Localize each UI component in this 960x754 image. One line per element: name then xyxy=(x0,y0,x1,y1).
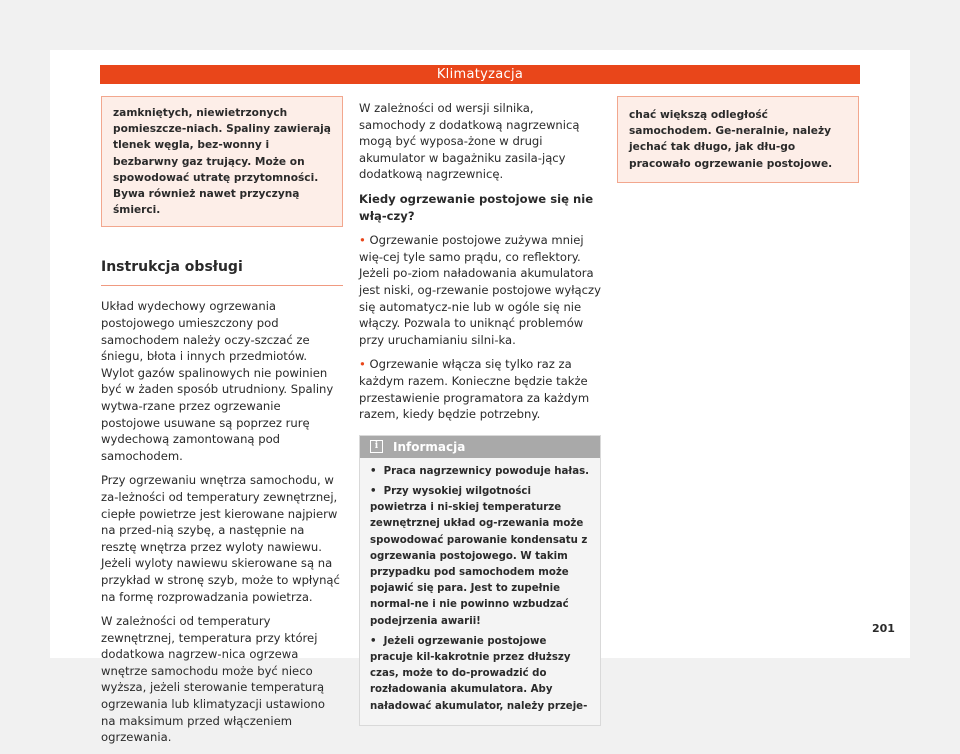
info-item-text: Praca nagrzewnicy powoduje hałas. xyxy=(383,465,590,477)
section-title: Instrukcja obsługi xyxy=(101,257,343,286)
info-item: • Przy wysokiej wilgotności powietrza i ni-skiej temperaturze zewnętrznej układ og-rzewania może spowodować parowanie kondensatu z ogrzewania postojowego. W takim przypadku pod samochodem może pojawić się para. Jest to zupełnie normal-ne i nie powinno wzbudzać podejrzenia awarii! xyxy=(370,485,588,627)
warning-box-continuation: zamkniętych, niewietrzonych pomieszcze-niach. Spaliny zawierają tlenek węgla, bez-wonny i bezbarwny gaz trujący. Może on spowodować utratę przytomności. Bywa również nawet przyczyną śmierci. xyxy=(101,96,343,227)
paragraph: Układ wydechowy ogrzewania postojowego umieszczony pod samochodem należy oczy-szczać ze śniegu, błota i innych przedmiotów. Wylot gazów spalinowych nie powinien być w żaden sposób utrudniony. Spaliny wytwa-rzane przez ogrzewanie postojowe usuwane są poprzez rurę wydechową zamontowaną pod samochodem. xyxy=(101,299,334,463)
info-item-text: Jeżeli ogrzewanie postojowe pracuje kil-kakrotnie przez dłuższy czas, może to do-prowadzić do rozładowania akumulatora. Aby naładować akumulator, należy przeje- xyxy=(370,635,588,712)
column-1 xyxy=(101,96,343,754)
info-box-header xyxy=(360,436,600,458)
info-item: • Jeżeli ogrzewanie postojowe pracuje kil-kakrotnie przez dłuższy czas, może to do-prowadzić do rozładowania akumulatora. Aby naładować akumulator, należy przeje- xyxy=(370,635,588,712)
paragraph: Przy ogrzewaniu wnętrza samochodu, w za-leżności od temperatury zewnętrznej, ciepłe powietrze jest kierowane najpierw na przed-nią szybę, a następnie na resztę wnętrza przez wyloty nawiewu. Jeżeli wyloty nawiewu skierowane są na przykład w stronę szyb, może to wpłynąć na formę rozprowadzania powietrza. xyxy=(101,473,340,604)
paragraph: W zależności od wersji silnika, samochody z dodatkową nagrzewnicą mogą być wyposa-żone w drugi akumulator w bagażniku zasila-jący dodatkową nagrzewnicę. xyxy=(359,101,580,182)
info-item-text: Przy wysokiej wilgotności powietrza i ni-skiej temperaturze zewnętrznej układ og-rzewania może spowodować parowanie kondensatu z ogrzewania postojowego. W takim przypadku pod samochodem może pojawić się para. Jest to zupełnie normal-ne i nie powinno wzbudzać podejrzenia awarii! xyxy=(370,485,588,627)
bullet-icon: • xyxy=(359,233,366,248)
chapter-header: Klimatyzacja xyxy=(100,65,860,84)
bullet-item xyxy=(359,356,601,422)
paragraph: W zależności od temperatury zewnętrznej, temperatura przy której dodatkowa nagrzew-nica ogrzewa wnętrze samochodu może być nieco wyższa, jeżeli sterowanie temperaturą ogrzewania lub klimatyzacji ustawiono na maksimum przed włączeniem ogrzewania. xyxy=(101,614,325,745)
page-number: 201 xyxy=(872,622,895,635)
bullet-icon: • xyxy=(359,357,366,372)
column-3 xyxy=(617,96,859,183)
info-box-title: Informacja xyxy=(393,439,466,454)
info-box xyxy=(359,435,601,726)
info-icon: i xyxy=(370,440,383,453)
warning-box-continuation: chać większą odległość samochodem. Ge-neralnie, należy jechać tak długo, jak dłu-go pracowało ogrzewanie postojowe. xyxy=(617,96,859,183)
info-box-body xyxy=(360,458,600,725)
subheading: Kiedy ogrzewanie postojowe się nie włą-czy? xyxy=(359,191,594,223)
bullet-text: Ogrzewanie postojowe zużywa mniej wię-cej tyle samo prądu, co reflektory. Jeżeli po-ziom naładowania akumulatora jest niski, og-rzewanie postojowe wyłączy się automatycz-nie lub w ogóle się nie włączy. Pozwala to uniknąć problemów przy uruchamianiu silni-ka. xyxy=(359,233,601,347)
column-2 xyxy=(359,100,601,726)
info-item: • Praca nagrzewnicy powoduje hałas. xyxy=(370,465,590,477)
bullet-item xyxy=(359,232,601,348)
bullet-text: Ogrzewanie włącza się tylko raz za każdym razem. Konieczne będzie także przestawienie programatora za każdym razem, kiedy będzie potrzebny. xyxy=(359,357,590,422)
